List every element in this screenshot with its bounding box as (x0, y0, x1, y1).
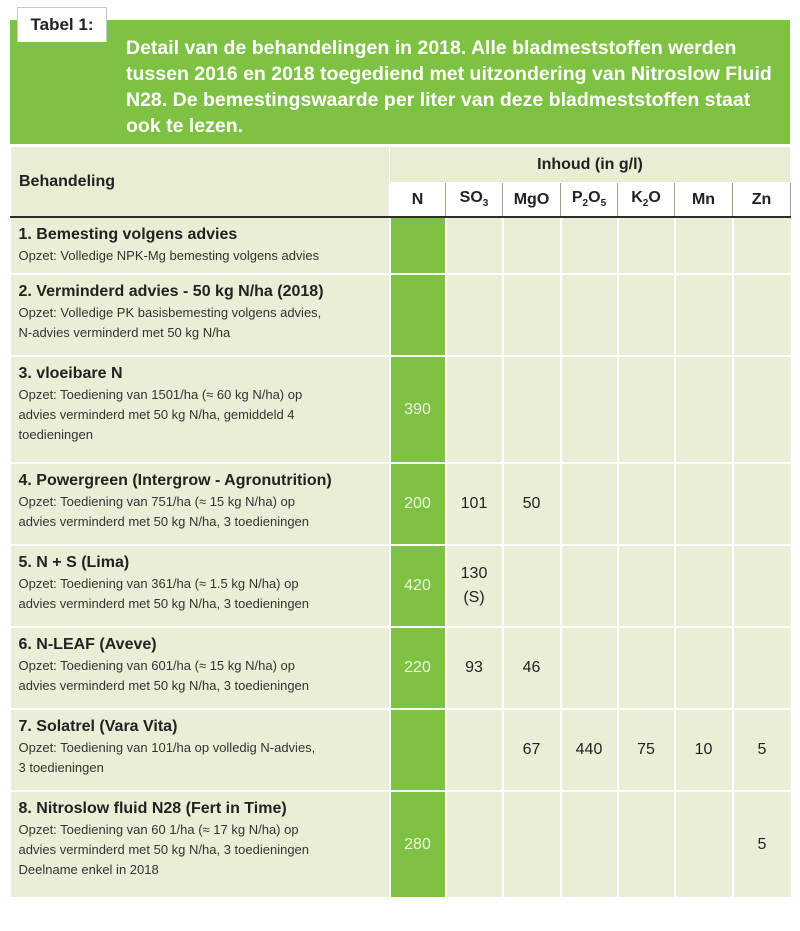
col-header-zn: Zn (733, 183, 791, 218)
treatment-description (11, 274, 390, 356)
treatment-column-header: Behandeling (11, 147, 390, 218)
treatment-description (11, 709, 390, 791)
value-k2o (618, 463, 675, 545)
table-row (11, 791, 791, 898)
treatment-detail: Deelname enkel in 2018 (18, 862, 159, 877)
value-so3 (446, 274, 503, 356)
treatment-detail: advies verminderd met 50 kg N/ha, 3 toedieningen (18, 842, 310, 857)
value-n (390, 274, 446, 356)
treatment-detail: advies verminderd met 50 kg N/ha, 3 toedieningen (18, 514, 310, 529)
table-row (11, 274, 791, 356)
treatment-detail: Opzet: Toediening van 601/ha (≈ 15 kg N/ha) op (18, 658, 295, 673)
value-p2o5 (561, 463, 618, 545)
value-k2o (618, 545, 675, 627)
value-mn (675, 217, 733, 274)
value-k2o: 75 (618, 709, 675, 791)
treatment-description (11, 463, 390, 545)
value-so3 (446, 545, 503, 627)
value-k2o (618, 627, 675, 709)
treatment-description (11, 217, 390, 274)
table-body (11, 217, 791, 898)
value-mn (675, 356, 733, 463)
col-header-so3: $SO_3$ (446, 183, 503, 218)
value-k2o (618, 217, 675, 274)
treatment-detail: Opzet: Toediening van 1501/ha (≈ 60 kg N/ha) op (18, 387, 303, 402)
treatment-title: 7. Solatrel (Vara Vita) (18, 718, 178, 735)
treatment-detail: Opzet: Toediening van 60 1/ha (≈ 17 kg N/ha) op (18, 822, 299, 837)
value-zn (733, 356, 791, 463)
treatment-detail: toedieningen (18, 427, 93, 442)
table-row (11, 463, 791, 545)
value-so3 (446, 791, 503, 898)
value-so3-note: (S) (463, 589, 485, 606)
value-zn (733, 627, 791, 709)
treatment-description (11, 791, 390, 898)
treatment-detail: Opzet: Toediening van 751/ha (≈ 15 kg N/ha) op (18, 494, 295, 509)
value-zn (733, 545, 791, 627)
value-zn: 5 (733, 709, 791, 791)
value-mgo (503, 545, 561, 627)
treatment-detail: Opzet: Toediening van 361/ha (≈ 1.5 kg N/ha) op (18, 576, 299, 591)
value-n: 200 (390, 463, 446, 545)
treatment-title: 4. Powergreen (Intergrow - Agronutrition) (18, 472, 332, 489)
col-header-k2o: $K_2O$ (618, 183, 675, 218)
value-n: 280 (390, 791, 446, 898)
treatment-description (11, 356, 390, 463)
value-zn (733, 274, 791, 356)
treatment-detail: advies verminderd met 50 kg N/ha, gemiddeld 4 (18, 407, 295, 422)
treatment-description (11, 627, 390, 709)
value-p2o5 (561, 627, 618, 709)
treatment-title: 1. Bemesting volgens advies (18, 226, 238, 243)
table-number-label: Tabel 1: (30, 15, 94, 34)
content-group-header: Inhoud (in g/l) (390, 147, 791, 183)
value-n: 420 (390, 545, 446, 627)
value-so3 (446, 217, 503, 274)
col-header-p2o5: $P_2O_5$ (561, 183, 618, 218)
value-mn (675, 274, 733, 356)
value-mn (675, 545, 733, 627)
treatment-title: 2. Verminderd advies - 50 kg N/ha (2018) (18, 283, 324, 300)
value-mn (675, 463, 733, 545)
value-mgo (503, 791, 561, 898)
value-so3-number: 130 (460, 565, 488, 582)
value-mn: 10 (675, 709, 733, 791)
col-header-mn: Mn (675, 183, 733, 218)
value-mgo: 46 (503, 627, 561, 709)
treatment-detail: Opzet: Volledige PK basisbemesting volgens advies, (18, 305, 322, 320)
treatment-title: 8. Nitroslow fluid N28 (Fert in Time) (18, 800, 287, 817)
treatment-detail: Opzet: Volledige NPK-Mg bemesting volgens advies (18, 248, 320, 263)
value-so3 (446, 356, 503, 463)
table-row (11, 356, 791, 463)
treatment-title: 6. N-LEAF (Aveve) (18, 636, 157, 653)
value-n (390, 217, 446, 274)
value-mn (675, 627, 733, 709)
value-so3: 101 (446, 463, 503, 545)
value-zn (733, 217, 791, 274)
value-p2o5: 440 (561, 709, 618, 791)
value-mgo (503, 217, 561, 274)
value-k2o (618, 356, 675, 463)
value-so3: 93 (446, 627, 503, 709)
table-row (11, 627, 791, 709)
treatment-title: 5. N + S (Lima) (18, 554, 130, 571)
value-k2o (618, 274, 675, 356)
value-p2o5 (561, 356, 618, 463)
treatment-detail: advies verminderd met 50 kg N/ha, 3 toedieningen (18, 678, 310, 693)
value-n: 390 (390, 356, 446, 463)
value-mgo (503, 356, 561, 463)
value-mgo (503, 274, 561, 356)
treatment-detail: N-advies verminderd met 50 kg N/ha (18, 325, 231, 340)
value-zn: 5 (733, 791, 791, 898)
treatment-detail: 3 toedieningen (18, 760, 104, 775)
table-row (11, 709, 791, 791)
table-number-tab (17, 7, 107, 42)
value-so3 (446, 709, 503, 791)
col-header-n: N (390, 183, 446, 218)
value-p2o5 (561, 274, 618, 356)
value-mgo: 67 (503, 709, 561, 791)
value-mn (675, 791, 733, 898)
table-header (11, 147, 791, 218)
value-zn (733, 463, 791, 545)
value-p2o5 (561, 545, 618, 627)
treatment-detail: advies verminderd met 50 kg N/ha, 3 toedieningen (18, 596, 310, 611)
value-k2o (618, 791, 675, 898)
table-caption: Detail van de behandelingen in 2018. Alle bladmeststoffen werden tussen 2016 en 2018 toegediend met uitzondering van Nitroslow Fluid N28. De bemestingswaarde per liter van deze bladmeststoffen staat ook te lezen. (126, 37, 772, 137)
table-row (11, 545, 791, 627)
value-mgo: 50 (503, 463, 561, 545)
table-row (11, 217, 791, 274)
col-header-mgo: MgO (503, 183, 561, 218)
value-p2o5 (561, 217, 618, 274)
value-n (390, 709, 446, 791)
treatment-table (10, 146, 791, 899)
value-n: 220 (390, 627, 446, 709)
treatment-detail: Opzet: Toediening van 101/ha op volledig N-advies, (18, 740, 316, 755)
value-p2o5 (561, 791, 618, 898)
treatment-title: 3. vloeibare N (18, 365, 123, 382)
treatment-description (11, 545, 390, 627)
